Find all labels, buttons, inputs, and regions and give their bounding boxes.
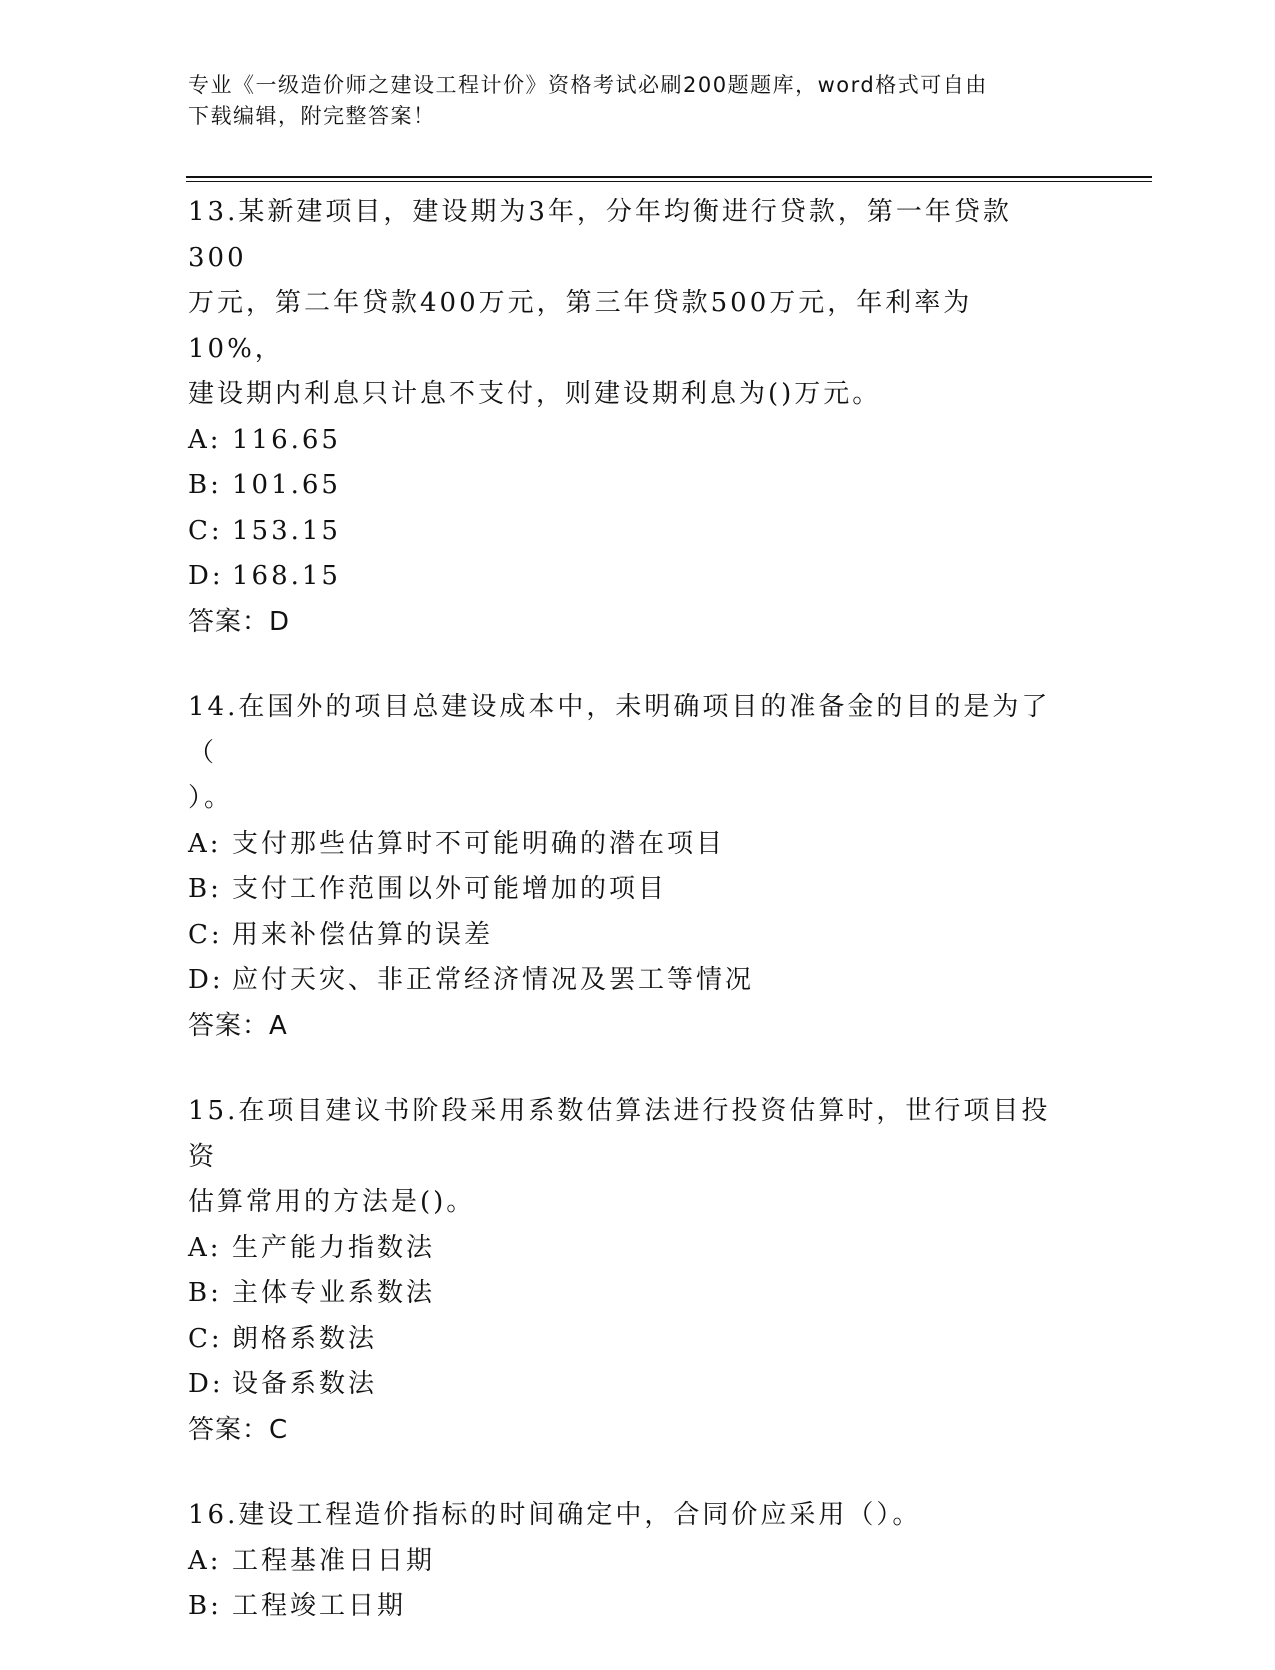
document-header — [188, 70, 1068, 132]
answer-line: 答案：C — [188, 1414, 289, 1445]
option-text: 工程竣工日期 — [232, 1591, 407, 1621]
answer-line: 答案：A — [188, 1010, 288, 1041]
option-a — [188, 418, 1068, 464]
option-c — [188, 913, 1068, 959]
option-letter: C: — [188, 919, 223, 950]
question-stem — [188, 190, 1068, 418]
stem-line: 13.某新建项目，建设期为3年，分年均衡进行贷款，第一年贷款300 — [188, 197, 1012, 273]
stem-line: 建设期内利息只计息不支付，则建设期利息为()万元。 — [188, 379, 882, 409]
header-divider-thick — [186, 176, 1152, 178]
option-letter: B: — [188, 470, 222, 500]
stem-line: 15.在项目建议书阶段采用系数估算法进行投资估算时，世行项目投资 — [188, 1096, 1051, 1172]
option-a — [188, 1539, 1068, 1585]
option-text: 设备系数法 — [232, 1369, 378, 1399]
option-letter: A: — [188, 424, 222, 455]
option-letter: D: — [188, 965, 224, 995]
question-stem — [188, 685, 1068, 822]
stem-line: ）。 — [188, 783, 234, 813]
question-14 — [188, 685, 1068, 1049]
option-a — [188, 1226, 1068, 1272]
option-letter: B: — [188, 1278, 222, 1308]
question-stem — [188, 1493, 1068, 1539]
answer-line: 答案：D — [188, 606, 291, 637]
option-text: 用来补偿估算的误差 — [232, 919, 494, 950]
option-b — [188, 867, 1068, 913]
option-text: 生产能力指数法 — [232, 1232, 436, 1263]
option-text: 主体专业系数法 — [232, 1278, 436, 1308]
question-stem — [188, 1089, 1068, 1226]
header-line-2: 下载编辑，附完整答案！ — [188, 104, 436, 128]
option-c — [188, 1317, 1068, 1363]
stem-line: 16.建设工程造价指标的时间确定中，合同价应采用（）。 — [188, 1500, 922, 1530]
option-d — [188, 958, 1068, 1004]
option-letter: D: — [188, 561, 224, 591]
option-a — [188, 822, 1068, 868]
question-16 — [188, 1493, 1068, 1630]
option-c — [188, 509, 1068, 555]
header-line-1: 专业《一级造价师之建设工程计价》资格考试必刷200题题库，word格式可自由 — [188, 73, 988, 97]
option-letter: B: — [188, 874, 222, 904]
stem-line: 14.在国外的项目总建设成本中，未明确项目的准备金的目的是为了（ — [188, 692, 1051, 768]
stem-line: 万元，第二年贷款400万元，第三年贷款500万元，年利率为10%， — [188, 288, 973, 364]
header-divider-thin — [186, 181, 1152, 182]
option-text: 支付工作范围以外可能增加的项目 — [232, 874, 668, 904]
option-b — [188, 463, 1068, 509]
option-b — [188, 1584, 1068, 1630]
question-list — [188, 190, 1068, 1670]
option-letter: A: — [188, 1545, 222, 1576]
option-letter: D: — [188, 1369, 224, 1399]
option-text: 168.15 — [232, 561, 341, 591]
option-letter: A: — [188, 828, 222, 859]
option-d — [188, 1362, 1068, 1408]
question-15 — [188, 1089, 1068, 1453]
option-text: 工程基准日日期 — [232, 1545, 436, 1576]
option-letter: A: — [188, 1232, 222, 1263]
option-text: 朗格系数法 — [232, 1323, 378, 1354]
option-text: 153.15 — [232, 515, 341, 546]
stem-line: 估算常用的方法是()。 — [188, 1187, 476, 1217]
option-letter: C: — [188, 1323, 223, 1354]
option-text: 支付那些估算时不可能明确的潜在项目 — [232, 828, 726, 859]
option-text: 应付天灾、非正常经济情况及罢工等情况 — [232, 965, 755, 995]
option-d — [188, 554, 1068, 600]
option-text: 101.65 — [232, 470, 341, 500]
option-letter: B: — [188, 1591, 222, 1621]
question-13 — [188, 190, 1068, 645]
option-b — [188, 1271, 1068, 1317]
option-text: 116.65 — [232, 424, 341, 455]
option-letter: C: — [188, 515, 223, 546]
